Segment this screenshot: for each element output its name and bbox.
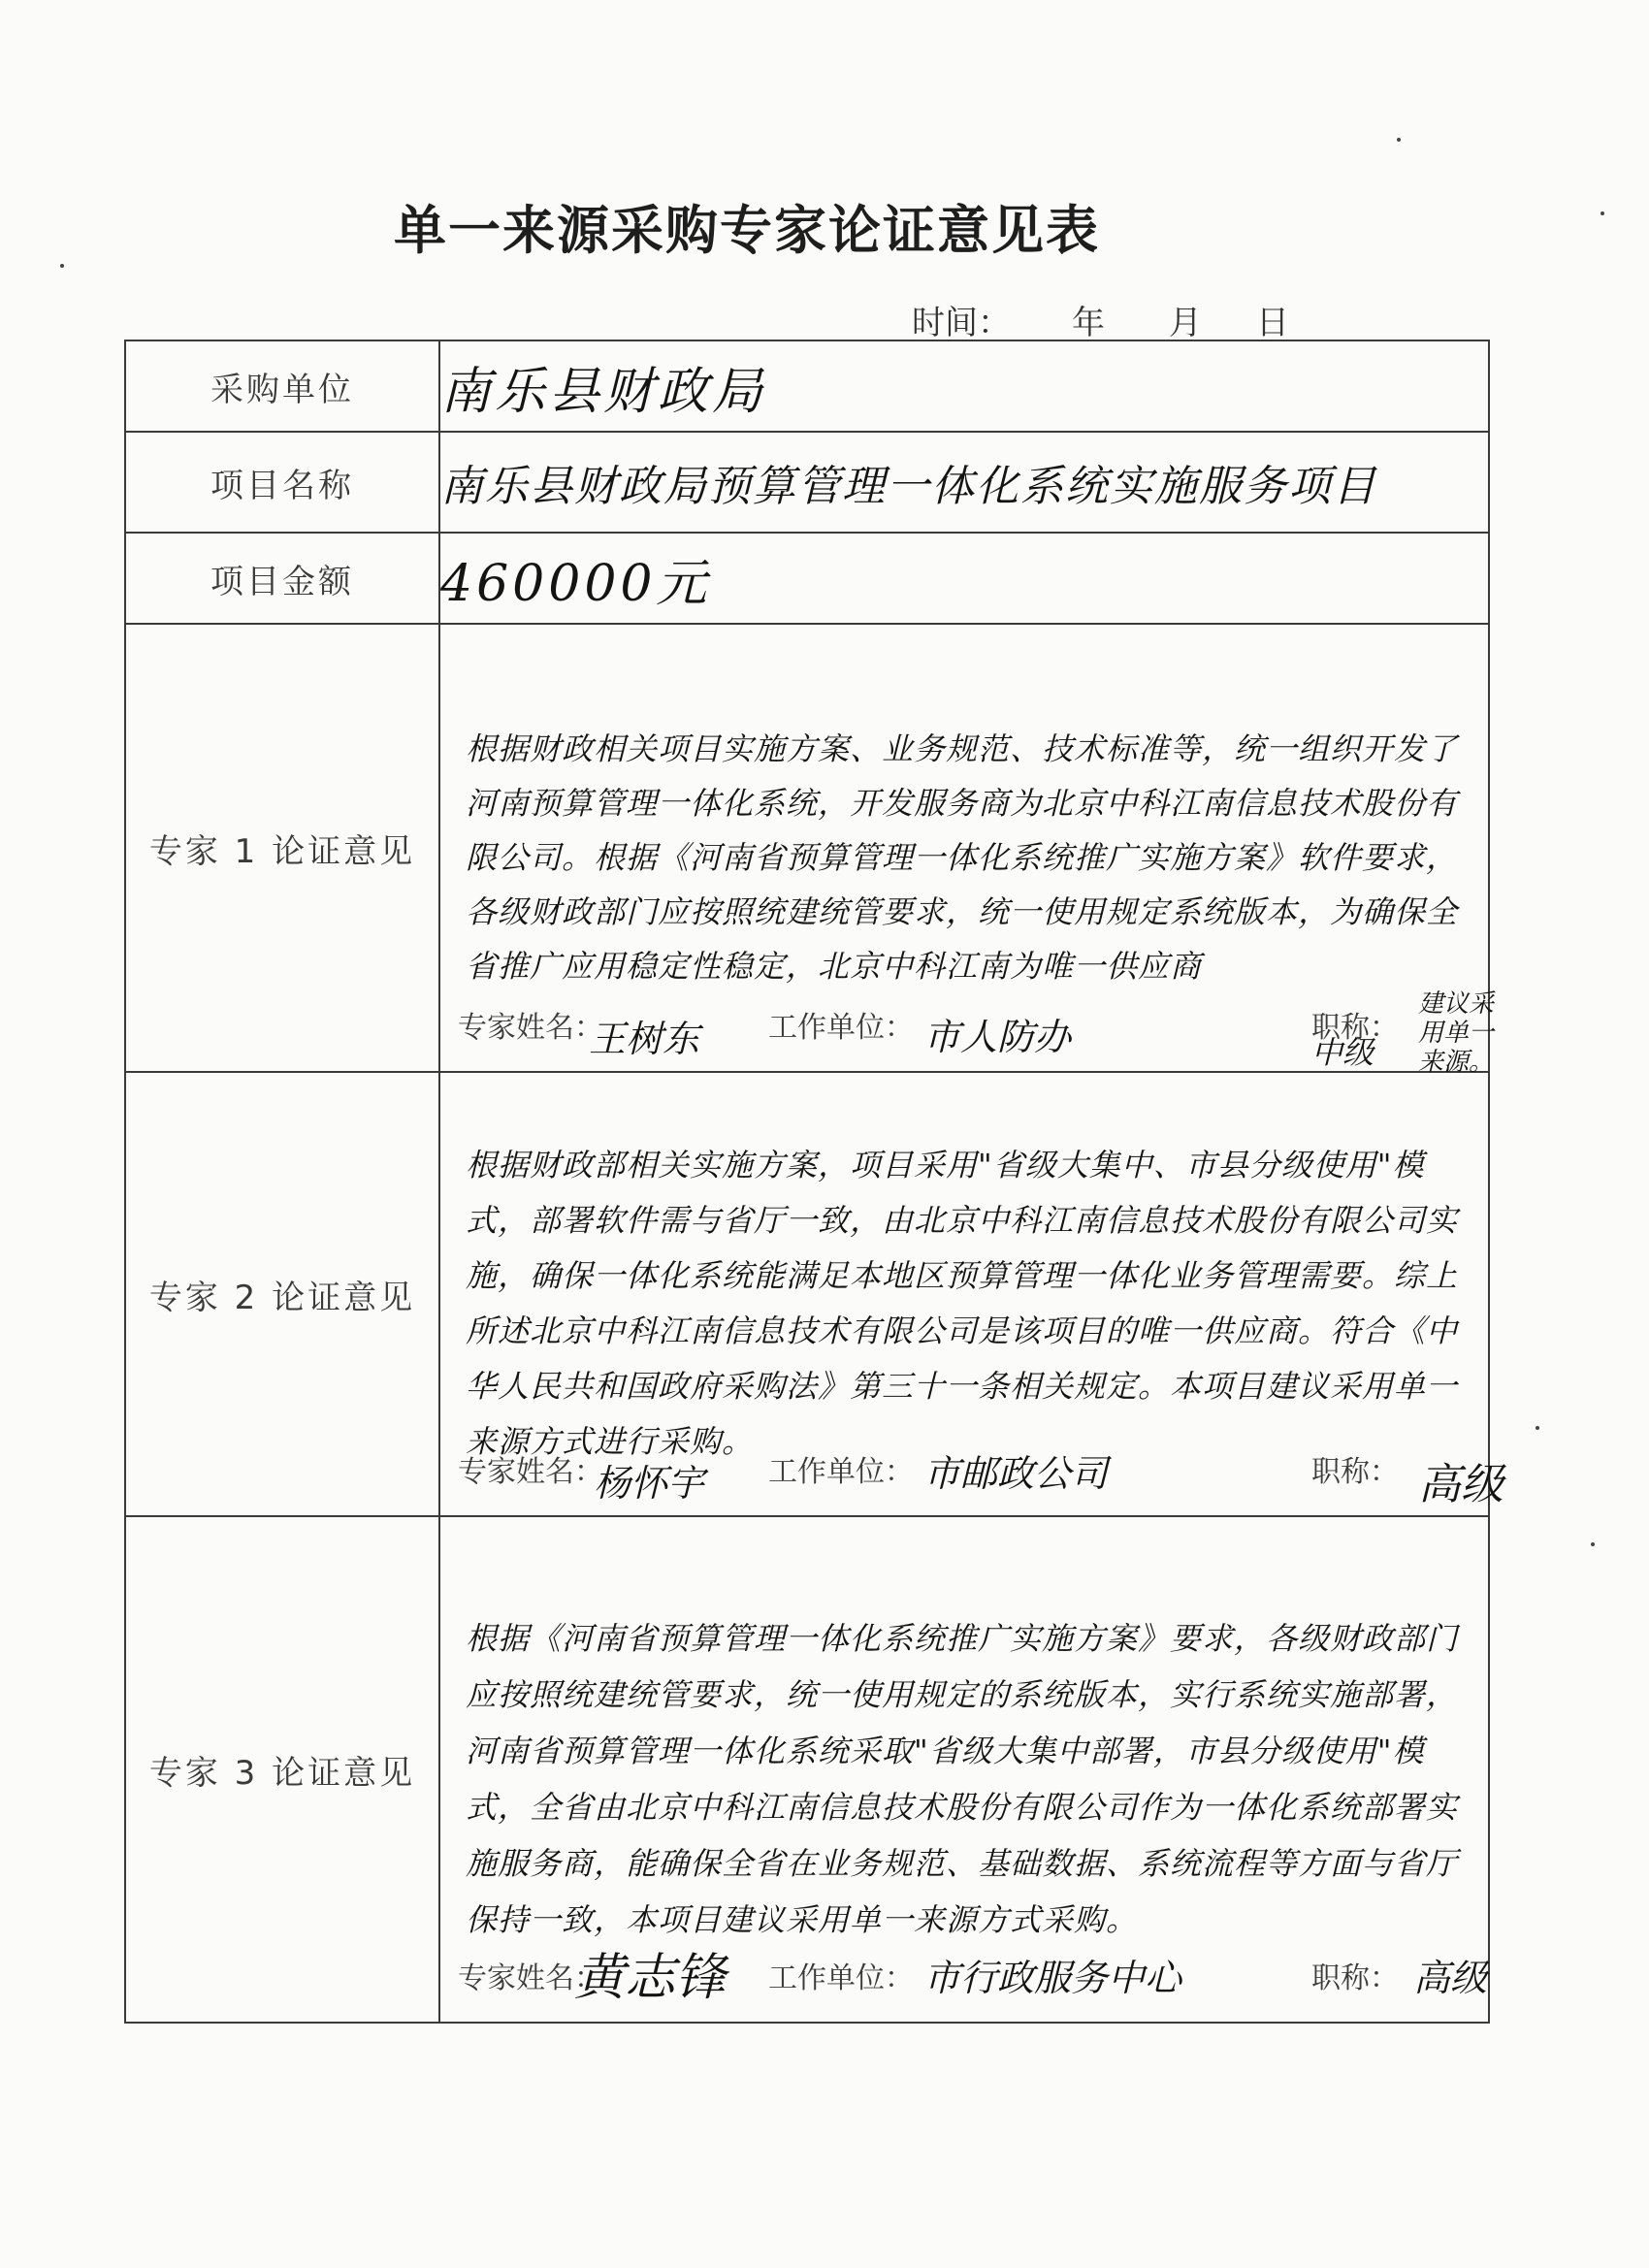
row-project-name xyxy=(125,432,1489,533)
expert-2-name-label: 专家姓名： xyxy=(458,1455,603,1489)
expert-2-title: 高级 xyxy=(1418,1460,1504,1509)
expert-3-opinion: 根据《河南省预算管理一体化系统推广实施方案》要求，各级财政部门应按照统建统管要求，统一使用规定的系统版本，实行系统实施部署，河南省预算管理一体化系统采取"省级大集中部署，市县分级使用"模式，全省由北京中科江南信息技术股份有限公司作为一体化系统部署实施服务商，能确保全省在业务规范、基础数据、系统流程等方面与省厅保持一致，本项目建议采用单一来源方式采购。 xyxy=(466,1620,1459,1938)
project-amount-label: 项目金额 xyxy=(125,533,439,624)
expert-1-note: 建议采用单一来源。 xyxy=(1418,989,1495,1077)
expert-3-label: 专家 3 论证意见 xyxy=(125,1516,439,2023)
scan-speck xyxy=(1397,138,1401,142)
project-amount-value: 460000元 xyxy=(439,533,1489,624)
expert-1-unit: 市人防办 xyxy=(923,1016,1072,1058)
expert-1-name-label: 专家姓名： xyxy=(458,1011,603,1045)
expert-3-title-label: 职称： xyxy=(1311,1961,1399,1995)
expert-1-cell xyxy=(439,624,1495,1077)
opinion-form-table xyxy=(124,340,1504,2024)
project-name-value: 南乐县财政局预算管理一体化系统实施服务项目 xyxy=(439,432,1489,533)
date-line xyxy=(0,296,1649,344)
expert-3-name-label: 专家姓名： xyxy=(458,1961,603,1995)
date-year: 年 xyxy=(1072,304,1105,342)
expert-3-unit: 市行政服务中心 xyxy=(923,1957,1182,1999)
expert-2-title-label: 职称： xyxy=(1311,1455,1399,1489)
expert-2-label: 专家 2 论证意见 xyxy=(125,1072,439,1516)
project-name-label: 项目名称 xyxy=(125,432,439,533)
purchasing-unit-label: 采购单位 xyxy=(125,340,439,432)
row-expert-1 xyxy=(125,624,1489,1072)
expert-2-signature-row xyxy=(458,1440,1504,1509)
date-day: 日 xyxy=(1256,304,1289,342)
expert-3-name: 黄志锋 xyxy=(574,1949,727,2007)
scan-speck xyxy=(1536,1426,1539,1430)
expert-1-title: 中级 xyxy=(1311,1034,1374,1071)
expert-2-name: 杨怀宇 xyxy=(594,1462,705,1505)
expert-1-unit-label: 工作单位： xyxy=(768,1011,914,1045)
expert-3-unit-label: 工作单位： xyxy=(768,1961,914,1995)
purchasing-unit-value: 南乐县财政局 xyxy=(439,340,1489,432)
expert-3-title: 高级 xyxy=(1413,1957,1488,1999)
row-expert-3 xyxy=(125,1516,1489,2023)
date-month: 月 xyxy=(1169,304,1202,342)
expert-1-title-label: 职称： xyxy=(1311,1011,1399,1045)
expert-1-name: 王树东 xyxy=(589,1018,700,1060)
row-purchasing-unit xyxy=(125,340,1489,432)
row-expert-2 xyxy=(125,1072,1489,1516)
expert-1-label: 专家 1 论证意见 xyxy=(125,624,439,1072)
document-title: 单一来源采购专家论证意见表 xyxy=(394,200,1100,261)
expert-2-unit-label: 工作单位： xyxy=(768,1455,914,1489)
scan-speck xyxy=(1600,211,1604,215)
date-label: 时间： xyxy=(912,304,1011,342)
expert-2-cell xyxy=(439,1072,1504,1516)
row-project-amount xyxy=(125,533,1489,624)
scan-speck xyxy=(1591,1542,1595,1546)
expert-2-unit: 市邮政公司 xyxy=(923,1452,1109,1495)
expert-1-signature-row xyxy=(458,989,1495,1077)
expert-1-opinion: 根据财政相关项目实施方案、业务规范、技术标准等，统一组织开发了河南预算管理一体化系统，开发服务商为北京中科江南信息技术股份有限公司。根据《河南省预算管理一体化系统推广实施方案》软件要求，各级财政部门应按照统建统管要求，统一使用规定系统版本，为确保全省推广应用稳定性稳定，北京中科江南为唯一供应商 xyxy=(466,730,1459,985)
scan-speck xyxy=(60,264,64,268)
expert-2-opinion: 根据财政部相关实施方案，项目采用"省级大集中、市县分级使用"模式，部署软件需与省厅一致，由北京中科江南信息技术股份有限公司实施，确保一体化系统能满足本地区预算管理一体化业务管理需要。综上所述北京中科江南信息技术有限公司是该项目的唯一供应商。符合《中华人民共和国政府采购法》第三十一条相关规定。本项目建议采用单一来源方式进行采购。 xyxy=(466,1147,1459,1460)
expert-3-signature-row xyxy=(458,1946,1488,2014)
expert-3-cell xyxy=(439,1516,1489,2023)
